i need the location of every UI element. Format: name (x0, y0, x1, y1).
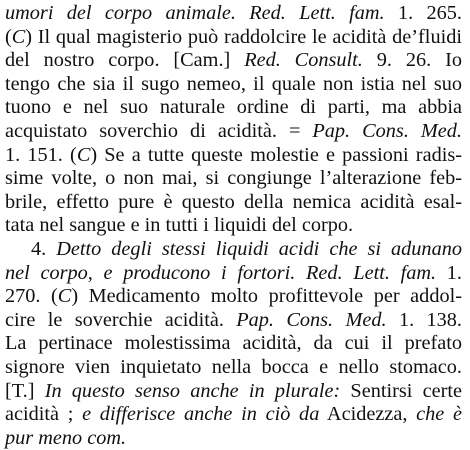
text-line (5, 309, 462, 333)
text-segment: 1. 151. ( (5, 143, 77, 166)
text-line (5, 49, 462, 73)
italic-text-segment: Pap. Cons. Med. (312, 119, 462, 142)
italic-text-segment: pur meno com. (5, 426, 127, 449)
text-segment: La pertinace molestissima acidità, da cui il prefato (5, 332, 462, 355)
text-line (5, 73, 462, 97)
text-segment: signore vien inquietato nella bocca e nello stomaco. (5, 355, 462, 378)
italic-text-segment: Pap. Cons. Med. (236, 308, 387, 331)
text-line (5, 262, 462, 286)
text-line (5, 356, 462, 380)
italic-text-segment: Red. Consult. (244, 49, 363, 72)
text-segment: ) Il qual magisterio può raddolcire le acidità de’fluidi (25, 25, 462, 48)
text-segment: ( (5, 25, 12, 48)
text-line (5, 191, 462, 215)
text-segment: Sentirsi certe (340, 379, 463, 402)
text-line (5, 167, 462, 191)
italic-text-segment: C (76, 143, 91, 166)
text-line (5, 332, 462, 356)
text-segment: 1. 265. (384, 2, 462, 24)
italic-text-segment: C (57, 285, 72, 308)
text-line (5, 26, 462, 50)
text-segment: [T.] (5, 379, 45, 402)
text-segment: tuono e nel suo naturale ordine di parti, ma abbia (5, 96, 462, 119)
text-segment: 1. (436, 261, 462, 284)
text-segment: cire le soverchie acidità. (5, 308, 237, 331)
text-segment: 4. (31, 237, 57, 260)
italic-text-segment: In questo senso anche in plurale: (44, 379, 341, 402)
text-segment: acidità ; (5, 403, 83, 426)
text-line (5, 427, 462, 450)
text-line (5, 144, 462, 168)
text-segment: tata nel sangue e in tutti i liquidi del corpo. (5, 214, 354, 237)
italic-text-segment: e differisce anche in ciò da (82, 403, 320, 426)
text-segment: ) Medicamento molto profittevole per addol- (71, 285, 462, 308)
text-line (5, 238, 462, 262)
text-line (5, 285, 462, 309)
text-line (5, 380, 462, 404)
text-line (5, 214, 462, 238)
italic-text-segment: C (11, 25, 26, 48)
text-line (5, 96, 462, 120)
text-segment: 9. 26. Io (362, 49, 463, 72)
text-line (5, 120, 462, 144)
text-segment: sime volte, o non mai, si congiunge l’alterazione feb- (5, 167, 462, 190)
text-line (5, 2, 462, 26)
text-segment: tengo che sia il sugo nemeo, il quale non istia nel suo (5, 72, 462, 95)
text-segment: Acidezza, (319, 403, 417, 426)
italic-text-segment: nel corpo, e producono i fortori. Red. Lett. fam. (5, 261, 437, 284)
italic-text-segment: che è (416, 403, 462, 426)
italic-text-segment: umori del corpo animale. Red. Lett. fam. (5, 2, 385, 24)
text-segment: acquistato soverchio di acidità. = (5, 119, 313, 142)
text-segment: 1. 138. (386, 308, 462, 331)
text-segment: del nostro corpo. [Cam.] (5, 49, 245, 72)
italic-text-segment: Detto degli stessi liquidi acidi che si adunano (56, 237, 462, 260)
text-segment: 270. ( (5, 285, 58, 308)
text-line (5, 403, 462, 427)
text-segment: ) Se a tutte queste molestie e passioni radis- (90, 143, 462, 166)
text-segment: brile, effetto pure è questo della nemica acidità esal- (5, 190, 462, 213)
